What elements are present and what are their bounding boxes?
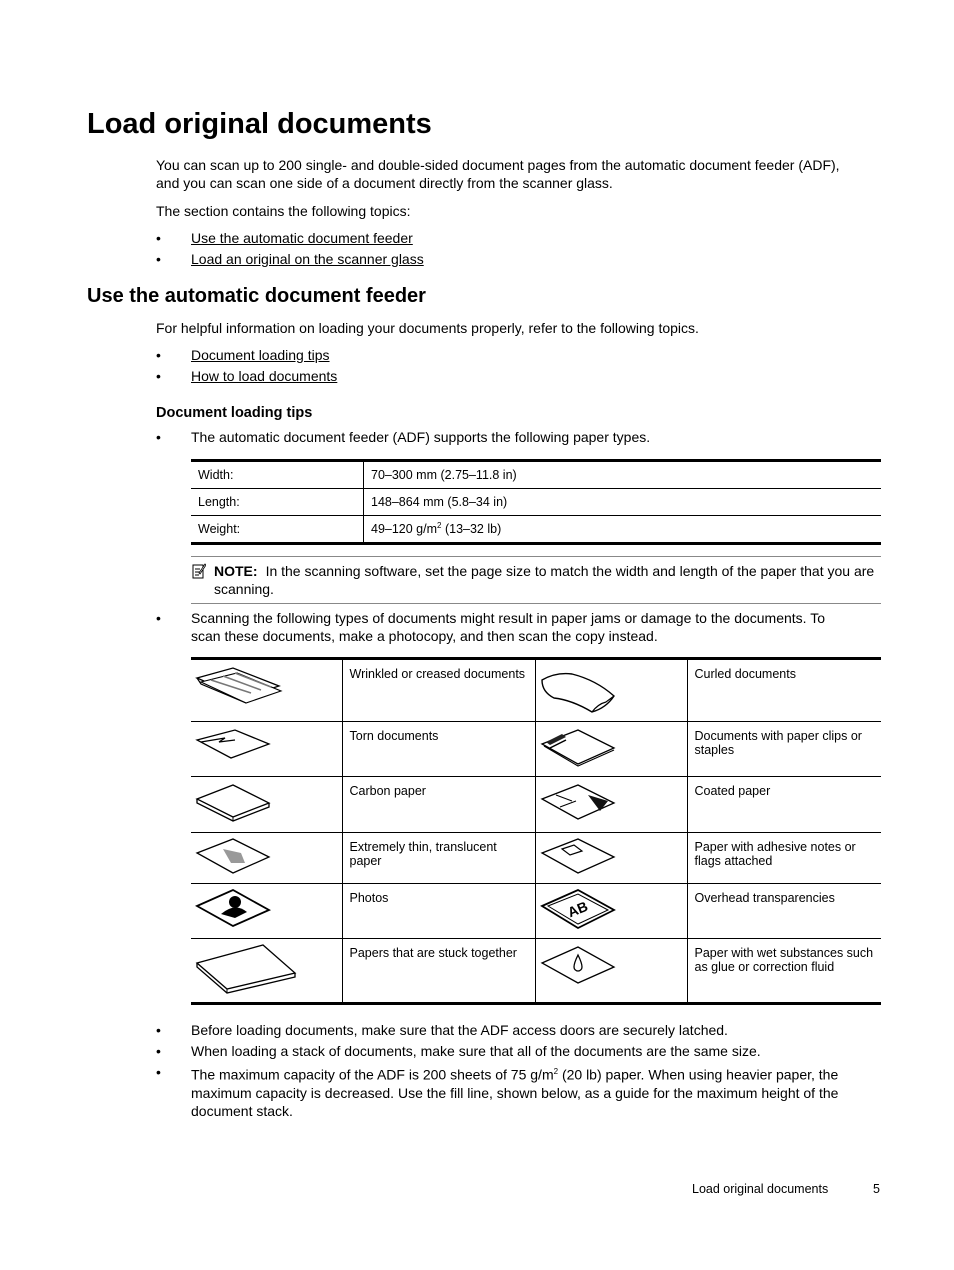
doc-type-label: Coated paper (687, 777, 881, 833)
bullet-text (191, 609, 881, 645)
note-box (191, 556, 881, 604)
spec-value-post: (13–32 lb) (441, 522, 502, 537)
bullet-line-sup: 2 (553, 1067, 559, 1076)
doc-type-label: Carbon paper (342, 777, 535, 833)
table-row (191, 884, 881, 939)
transparency-icon (535, 884, 687, 939)
translucent-paper-icon (191, 833, 342, 884)
adf-intro: For helpful information on loading your documents properly, refer to the following topics. (156, 320, 699, 336)
bullet-text: When loading a stack of documents, make sure that all of the documents are the same size. (191, 1043, 761, 1059)
coated-paper-icon (535, 777, 687, 833)
table-row (191, 489, 881, 516)
table-row (191, 516, 881, 544)
table-row (191, 461, 881, 489)
subsection-heading-tips: Document loading tips (156, 405, 313, 421)
adhesive-note-icon (535, 833, 687, 884)
bullet-line: scan these documents, make a photocopy, and then scan the copy instead. (191, 628, 658, 644)
spec-label: Length: (191, 489, 364, 516)
doc-type-label: Papers that are stuck together (342, 939, 535, 1004)
table-row (191, 939, 881, 1004)
link-how-to-load[interactable]: How to load documents (191, 368, 338, 384)
bullet-line: Scanning the following types of documents might result in paper jams or damage to the documents. To (191, 610, 825, 626)
link-load-scanner-glass[interactable]: Load an original on the scanner glass (191, 251, 424, 267)
note-body: In the scanning software, set the page size to match the width and length of the paper that you are scanning. (214, 563, 875, 597)
note-text (214, 562, 879, 598)
photo-icon (191, 884, 342, 939)
table-row (191, 777, 881, 833)
bullet-line: document stack. (191, 1102, 293, 1119)
bullet-line (191, 1063, 881, 1084)
page-number: 5 (873, 1182, 880, 1196)
section-heading-adf: Use the automatic document feeder (87, 285, 426, 307)
link-document-loading-tips[interactable]: Document loading tips (191, 347, 330, 363)
spec-value: 148–864 mm (5.8–34 in) (364, 489, 882, 516)
bullet-line-post: (20 lb) paper. When using heavier paper, the (558, 1066, 839, 1083)
doc-type-label: Paper with wet substances such as glue or correction fluid (687, 939, 881, 1004)
transparency-letters: AB (564, 897, 590, 921)
bullet-text: The automatic document feeder (ADF) supports the following paper types. (191, 429, 651, 445)
footer-section-title: Load original documents (692, 1182, 829, 1196)
table-row (191, 833, 881, 884)
doc-type-label: Torn documents (342, 722, 535, 777)
wet-substance-icon (535, 939, 687, 1004)
table-row (191, 659, 881, 722)
spec-value-sup: 2 (437, 521, 442, 531)
bullet-text: Before loading documents, make sure that the ADF access doors are securely latched. (191, 1022, 728, 1038)
link-use-adf[interactable]: Use the automatic document feeder (191, 230, 413, 246)
spec-label: Weight: (191, 516, 364, 544)
spec-value-pre: 49–120 g/m (371, 522, 438, 537)
carbon-paper-icon (191, 777, 342, 833)
intro-line-1: You can scan up to 200 single- and double-sided document pages from the automatic document feeder (ADF), (156, 157, 840, 173)
doc-type-label: Photos (342, 884, 535, 939)
intro-paragraph (156, 156, 876, 192)
page-title: Load original documents (87, 108, 432, 140)
spec-label: Width: (191, 461, 364, 489)
document-types-table (191, 657, 881, 1005)
doc-type-label: Documents with paper clips or staples (687, 722, 881, 777)
note-label: NOTE: (214, 563, 258, 579)
doc-type-label: Curled documents (687, 659, 881, 722)
bullet-line-pre: The maximum capacity of the ADF is 200 sheets of 75 g/m (191, 1066, 554, 1083)
wrinkled-paper-icon (191, 659, 342, 722)
intro-line-2: and you can scan one side of a document directly from the scanner glass. (156, 175, 613, 191)
doc-type-label: Extremely thin, translucent paper (342, 833, 535, 884)
paper-clip-icon (535, 722, 687, 777)
doc-type-label: Overhead transparencies (687, 884, 881, 939)
bullet-line: maximum capacity is decreased. Use the fill line, shown below, as a guide for the maximum height of the (191, 1084, 839, 1101)
paper-specs-table (191, 459, 881, 545)
note-icon (192, 563, 206, 579)
topics-intro: The section contains the following topics: (156, 203, 411, 219)
doc-type-label: Paper with adhesive notes or flags attached (687, 833, 881, 884)
spec-value: 70–300 mm (2.75–11.8 in) (364, 461, 882, 489)
spec-value (364, 516, 882, 544)
curled-paper-icon (535, 659, 687, 722)
torn-paper-icon (191, 722, 342, 777)
stuck-papers-icon (191, 939, 342, 1004)
table-row (191, 722, 881, 777)
bullet-text (191, 1063, 881, 1120)
doc-type-label: Wrinkled or creased documents (342, 659, 535, 722)
